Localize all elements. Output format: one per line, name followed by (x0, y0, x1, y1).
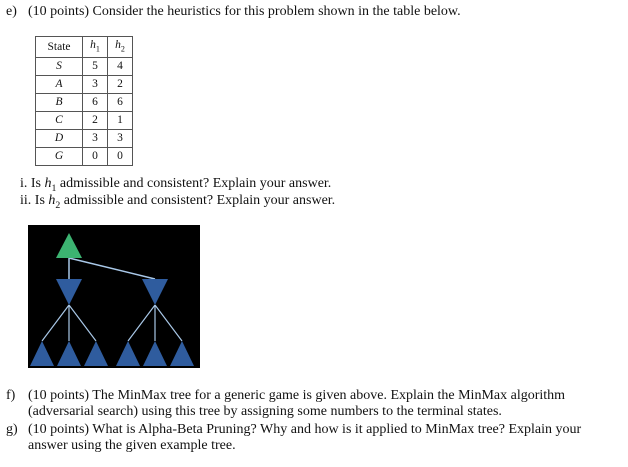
table-row (36, 148, 133, 166)
tree-min-node (142, 279, 168, 305)
cell-h2: 0 (108, 148, 133, 166)
question-ii (20, 193, 335, 214)
question-i-prefix: i. Is (20, 176, 45, 191)
cell-h2: 2 (108, 76, 133, 94)
table-row (36, 94, 133, 112)
part-e-label: e) (6, 4, 17, 19)
cell-h2: 3 (108, 130, 133, 148)
cell-state: G (36, 148, 83, 166)
table-header-row (36, 37, 133, 58)
table-row (36, 112, 133, 130)
tree-leaf-node (170, 341, 194, 366)
question-i-var: $h_1$ (44, 176, 57, 194)
tree-leaf-node (57, 341, 81, 366)
cell-state: C (36, 112, 83, 130)
header-h2: $h_2$ (108, 37, 133, 58)
minmax-tree-svg (28, 225, 200, 368)
question-ii-prefix: ii. Is (20, 193, 49, 208)
cell-h1: 0 (83, 148, 108, 166)
cell-h2: 6 (108, 94, 133, 112)
table-row (36, 58, 133, 76)
part-g-line1: (10 points) What is Alpha-Beta Pruning? Why and how is it applied to MinMax tree? Explain your (28, 422, 582, 437)
cell-state: B (36, 94, 83, 112)
tree-leaf-node (84, 341, 108, 366)
cell-h2: 1 (108, 112, 133, 130)
question-ii-var: $h_2$ (48, 193, 61, 211)
part-g-line2: answer using the given example tree. (28, 438, 236, 453)
tree-root-max-node (56, 233, 82, 258)
question-i-suffix: admissible and consistent? Explain your answer. (56, 176, 332, 191)
tree-edge (128, 305, 155, 341)
cell-state: S (36, 58, 83, 76)
tree-edge (155, 305, 182, 341)
tree-edge (69, 258, 155, 279)
tree-leaf-node (143, 341, 167, 366)
part-f-line1: (10 points) The MinMax tree for a generic game is given above. Explain the MinMax algorithm (28, 388, 566, 403)
minmax-tree-figure (28, 225, 200, 368)
heuristics-table (35, 36, 133, 166)
part-e-text: (10 points) Consider the heuristics for this problem shown in the table below. (28, 4, 461, 19)
table-row (36, 76, 133, 94)
question-ii-suffix: admissible and consistent? Explain your answer. (60, 193, 336, 208)
cell-state: A (36, 76, 83, 94)
cell-h1: 2 (83, 112, 108, 130)
tree-edge (42, 305, 69, 341)
part-f-label: f) (6, 388, 16, 403)
cell-h1: 5 (83, 58, 108, 76)
tree-leaf-node (116, 341, 140, 366)
cell-h2: 4 (108, 58, 133, 76)
cell-h1: 3 (83, 130, 108, 148)
tree-min-node (56, 279, 82, 305)
cell-h1: 3 (83, 76, 108, 94)
part-g-label: g) (6, 422, 18, 437)
tree-leaf-node (30, 341, 54, 366)
cell-h1: 6 (83, 94, 108, 112)
table-row (36, 130, 133, 148)
cell-state: D (36, 130, 83, 148)
part-f-line2: (adversarial search) using this tree by assigning some numbers to the terminal states. (28, 404, 502, 419)
header-h1: $h_1$ (83, 37, 108, 58)
tree-edge (69, 305, 96, 341)
header-state: State (36, 37, 83, 58)
